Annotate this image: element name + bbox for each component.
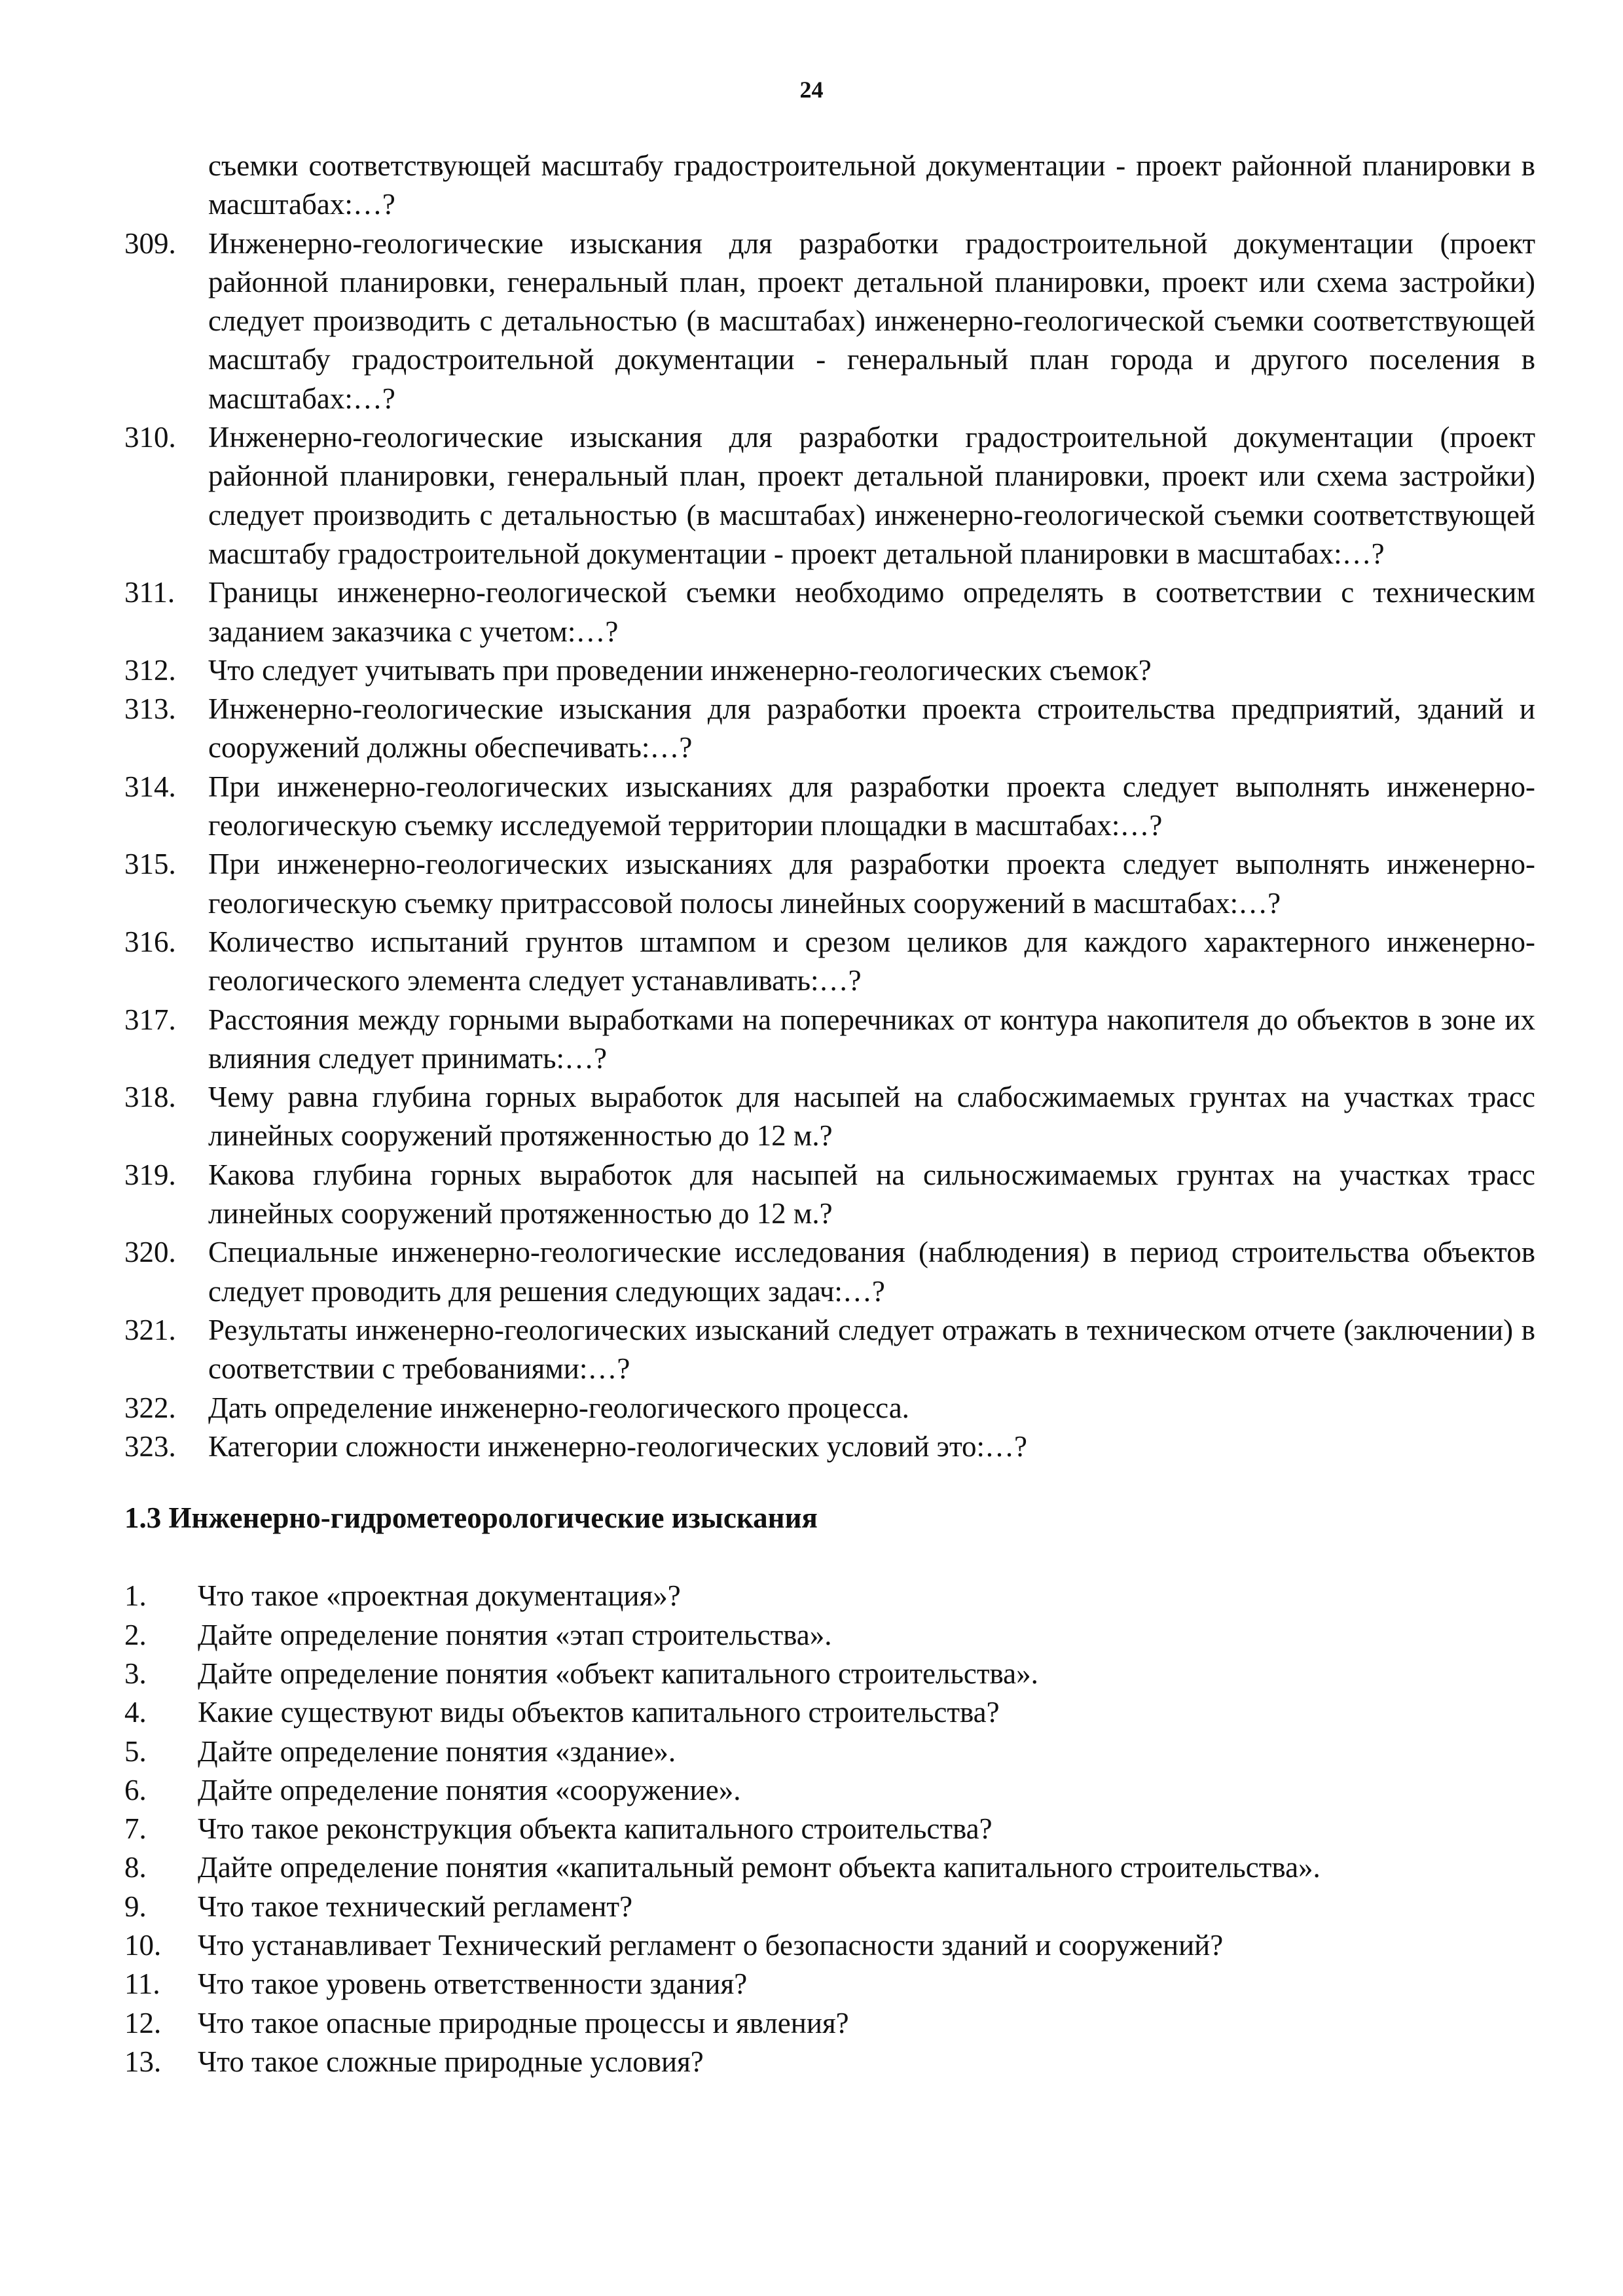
question-item bbox=[124, 1655, 1535, 1693]
question-number: 5. bbox=[124, 1734, 147, 1768]
question-item bbox=[124, 1810, 1535, 1848]
question-number: 312. bbox=[124, 653, 176, 687]
question-number: 10. bbox=[124, 1929, 162, 1962]
question-number: 7. bbox=[124, 1812, 147, 1846]
question-text: Дайте определение понятия «этап строительства». bbox=[198, 1618, 832, 1651]
question-text: Инженерно-геологические изыскания для разработки градостроительной документации (проект районной планировки, генеральный план, проект детальной планировки, проект или схема застройки) следует производить с детальностью (в масштабах) инженерно-геологической съемки соответствующей масштабу градостроительной документации - генеральный план города и другого поселения в масштабах:…? bbox=[208, 226, 1535, 415]
question-item bbox=[124, 768, 1535, 846]
question-text: Что такое опасные природные процессы и явления? bbox=[198, 2006, 849, 2039]
question-item bbox=[124, 1577, 1535, 1615]
question-text: Что такое сложные природные условия? bbox=[198, 2045, 704, 2078]
question-item bbox=[124, 573, 1535, 651]
question-item bbox=[124, 1078, 1535, 1156]
question-text: Что такое «проектная документация»? bbox=[198, 1579, 681, 1613]
question-number: 317. bbox=[124, 1003, 176, 1036]
question-item bbox=[124, 1001, 1535, 1079]
question-text: Специальные инженерно-геологические исследования (наблюдения) в период строительства объектов следует проводить для решения следующих задач:…? bbox=[208, 1236, 1535, 1308]
question-number: 323. bbox=[124, 1429, 176, 1463]
page-content bbox=[124, 147, 1535, 2081]
question-number: 2. bbox=[124, 1618, 147, 1651]
question-list-hydrometeorology bbox=[124, 1577, 1535, 2081]
question-item bbox=[124, 2004, 1535, 2043]
question-text: Количество испытаний грунтов штампом и срезом целиков для каждого характерного инженерно-геологического элемента следует устанавливать:…? bbox=[208, 925, 1535, 997]
question-item bbox=[124, 1732, 1535, 1771]
question-number: 322. bbox=[124, 1391, 176, 1424]
question-text: Какие существуют виды объектов капитального строительства? bbox=[198, 1696, 1000, 1729]
question-text: Что устанавливает Технический регламент о безопасности зданий и сооружений? bbox=[198, 1929, 1224, 1962]
question-text: Дайте определение понятия «здание». bbox=[198, 1734, 676, 1768]
question-text: Результаты инженерно-геологических изысканий следует отражать в техническом отчете (заключении) в соответствии с требованиями:…? bbox=[208, 1313, 1535, 1386]
question-number: 315. bbox=[124, 848, 176, 881]
question-item bbox=[124, 1771, 1535, 1810]
question-item bbox=[124, 1926, 1535, 1965]
question-number: 314. bbox=[124, 770, 176, 803]
question-number: 6. bbox=[124, 1773, 147, 1806]
question-text: Что такое реконструкция объекта капитального строительства? bbox=[198, 1812, 993, 1846]
question-item bbox=[124, 1389, 1535, 1427]
question-item bbox=[124, 923, 1535, 1001]
question-text: Инженерно-геологические изыскания для разработки градостроительной документации (проект районной планировки, генеральный план, проект детальной планировки, проект или схема застройки) следует производить с детальностью (в масштабах) инженерно-геологической съемки соответствующей масштабу градостроительной документации - проект детальной планировки в масштабах:…? bbox=[208, 421, 1535, 570]
question-text: Категории сложности инженерно-геологических условий это:…? bbox=[208, 1429, 1028, 1463]
question-number: 9. bbox=[124, 1890, 147, 1923]
question-item bbox=[124, 1693, 1535, 1732]
question-number: 321. bbox=[124, 1313, 176, 1346]
question-text: При инженерно-геологических изысканиях для разработки проекта следует выполнять инженерно-геологическую съемку притрассовой полосы линейных сооружений в масштабах:…? bbox=[208, 848, 1535, 920]
question-text: Инженерно-геологические изыскания для разработки проекта строительства предприятий, зданий и сооружений должны обеспечивать:…? bbox=[208, 692, 1535, 764]
question-number: 4. bbox=[124, 1696, 147, 1729]
question-number: 319. bbox=[124, 1158, 176, 1191]
question-item bbox=[124, 1427, 1535, 1466]
question-text: Какова глубина горных выработок для насыпей на сильносжимаемых грунтах на участках трасс линейных сооружений протяженностью до 12 м.? bbox=[208, 1158, 1535, 1230]
question-text: Что такое технический регламент? bbox=[198, 1890, 633, 1923]
question-item bbox=[124, 1965, 1535, 2003]
continuation-text: съемки соответствующей масштабу градостроительной документации - проект районной планировки в масштабах:…? bbox=[208, 149, 1535, 221]
question-number: 316. bbox=[124, 925, 176, 958]
question-text: Дайте определение понятия «объект капитального строительства». bbox=[198, 1657, 1038, 1690]
question-text: Что такое уровень ответственности здания? bbox=[198, 1967, 748, 2001]
section-title: 1.3 Инженерно-гидрометеорологические изыскания bbox=[124, 1501, 818, 1535]
question-item bbox=[124, 224, 1535, 418]
page-number: 24 bbox=[799, 77, 824, 103]
question-number: 13. bbox=[124, 2045, 162, 2078]
question-number: 3. bbox=[124, 1657, 147, 1690]
question-number: 320. bbox=[124, 1236, 176, 1269]
question-item bbox=[124, 845, 1535, 923]
question-list-geology bbox=[124, 224, 1535, 1467]
question-number: 1. bbox=[124, 1579, 147, 1613]
question-number: 12. bbox=[124, 2006, 162, 2039]
question-number: 313. bbox=[124, 692, 176, 726]
question-item bbox=[124, 651, 1535, 690]
question-item bbox=[124, 1233, 1535, 1311]
question-number: 310. bbox=[124, 421, 176, 454]
question-item bbox=[124, 1888, 1535, 1926]
question-text: Дать определение инженерно-геологического процесса. bbox=[208, 1391, 909, 1424]
question-item bbox=[124, 1311, 1535, 1389]
question-number: 11. bbox=[124, 1967, 160, 2001]
question-item bbox=[124, 2043, 1535, 2081]
question-item bbox=[124, 1616, 1535, 1655]
question-text: Расстояния между горными выработками на поперечниках от контура накопителя до объектов в зоне их влияния следует принимать:…? bbox=[208, 1003, 1535, 1075]
question-text: Что следует учитывать при проведении инженерно-геологических съемок? bbox=[208, 653, 1152, 687]
question-number: 311. bbox=[124, 576, 175, 609]
question-number: 309. bbox=[124, 226, 176, 260]
question-text: Дайте определение понятия «капитальный ремонт объекта капитального строительства». bbox=[198, 1851, 1321, 1884]
question-text: При инженерно-геологических изысканиях для разработки проекта следует выполнять инженерно-геологическую съемку исследуемой территории площадки в масштабах:…? bbox=[208, 770, 1535, 842]
question-item bbox=[124, 690, 1535, 768]
question-text: Дайте определение понятия «сооружение». bbox=[198, 1773, 741, 1806]
question-text: Чему равна глубина горных выработок для насыпей на слабосжимаемых грунтах на участках трасс линейных сооружений протяженностью до 12 м.? bbox=[208, 1081, 1535, 1153]
question-item bbox=[124, 418, 1535, 573]
question-item bbox=[124, 1156, 1535, 1234]
question-item bbox=[124, 1848, 1535, 1887]
question-number: 318. bbox=[124, 1081, 176, 1114]
question-number: 8. bbox=[124, 1851, 147, 1884]
question-text: Границы инженерно-геологической съемки необходимо определять в соответствии с техническим заданием заказчика с учетом:…? bbox=[208, 576, 1535, 648]
